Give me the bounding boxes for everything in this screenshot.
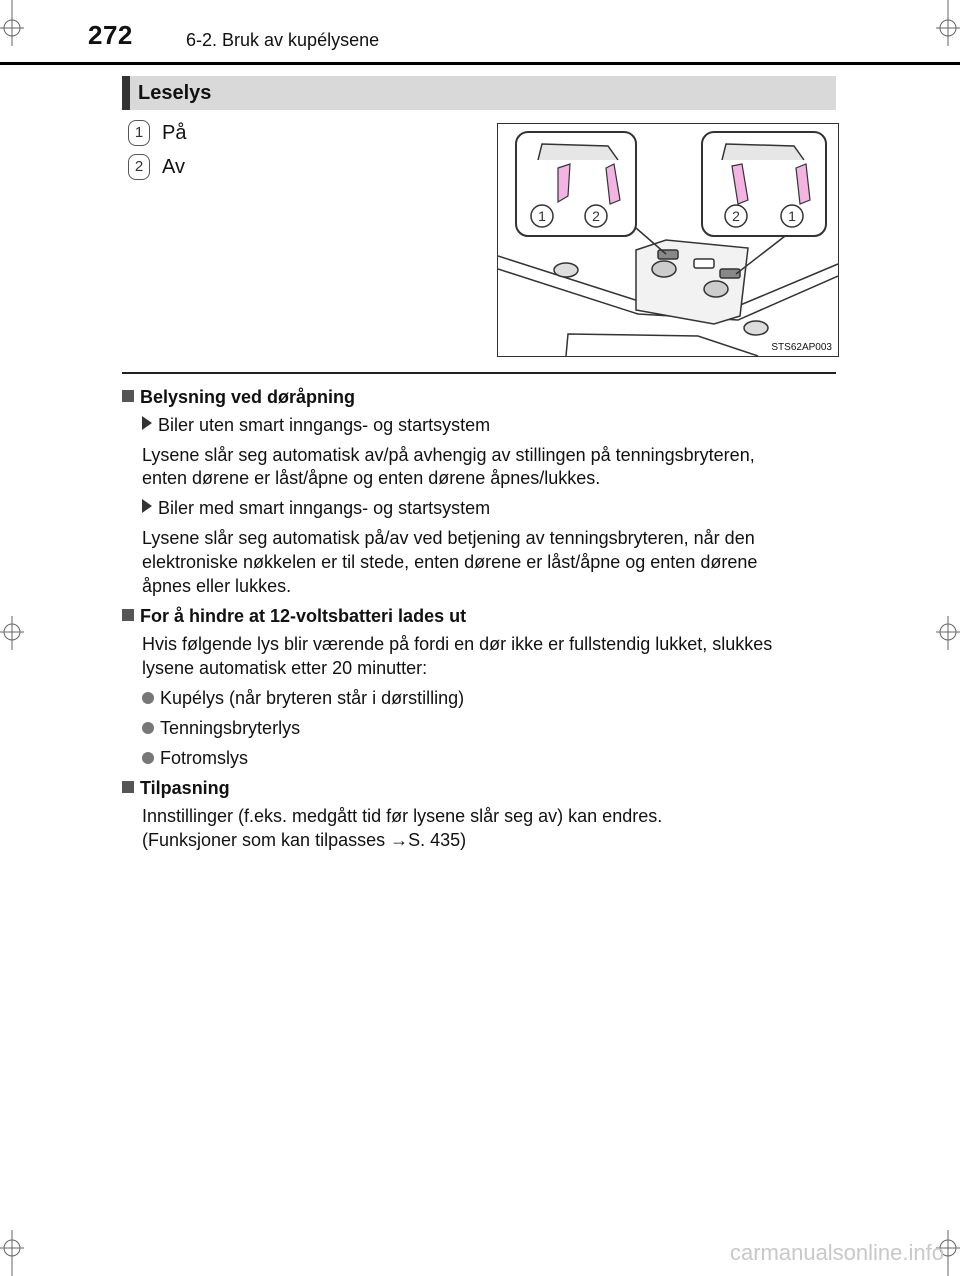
callout-number: 2 [592, 208, 600, 224]
paragraph-line: Lysene slår seg automatisk av/på avhengig av stillingen på tenningsbryteren, [142, 445, 755, 465]
triangle-bullet-icon [142, 499, 152, 513]
header-divider [0, 62, 960, 65]
section-title-bar [122, 76, 836, 110]
callout-number: 1 [538, 208, 546, 224]
list-item: Tenningsbryterlys [142, 716, 300, 740]
paragraph-line: Hvis følgende lys blir værende på fordi en dør ikke er fullstendig lukket, slukkes [142, 634, 773, 654]
paragraph-line: åpnes eller lukkes. [142, 576, 292, 596]
section-title: Leselys [138, 82, 212, 104]
section-divider [122, 372, 836, 374]
overhead-console-drawing [498, 124, 838, 356]
subheading-with-smart-key: Biler med smart inngangs- og startsystem [142, 496, 490, 520]
heading-door-lighting: Belysning ved døråpning [122, 385, 355, 409]
paragraph-line: Lysene slår seg automatisk på/av ved betjening av tenningsbryteren, når den [142, 528, 755, 548]
legend-label: Av [162, 155, 185, 178]
square-bullet-icon [122, 781, 134, 793]
subheading-without-smart-key: Biler uten smart inngangs- og startsystem [142, 413, 490, 437]
heading-battery: For å hindre at 12-voltsbatteri lades ut [122, 604, 466, 628]
circle-bullet-icon [142, 722, 154, 734]
square-bullet-icon [122, 390, 134, 402]
legend-item-on [128, 120, 186, 146]
callout-number: 1 [788, 208, 796, 224]
legend-label: På [162, 121, 187, 144]
reading-light-illustration [497, 123, 839, 357]
legend-item-off [128, 154, 185, 180]
paragraph-line: elektroniske nøkkelen er til stede, enten dørene er låst/åpne og enten dørene [142, 552, 758, 572]
circle-bullet-icon [142, 692, 154, 704]
page-reference[interactable]: (Funksjoner som kan tilpasses →S. 435) [142, 830, 467, 850]
legend-number: 1 [128, 120, 150, 146]
paragraph-line: Innstillinger (f.eks. medgått tid før lysene slår seg av) kan endres. [142, 806, 663, 826]
paragraph-line: enten dørene er låst/åpne og enten dørene åpnes/lukkes. [142, 468, 601, 488]
section-marker [122, 76, 130, 110]
list-item: Kupélys (når bryteren står i dørstilling) [142, 686, 464, 710]
callout-number: 2 [732, 208, 740, 224]
triangle-bullet-icon [142, 416, 152, 430]
paragraph-line: lysene automatisk etter 20 minutter: [142, 658, 428, 678]
figure-code: STS62AP003 [771, 342, 832, 353]
chapter-heading: 6-2. Bruk av kupélysene [186, 30, 380, 50]
page-number: 272 [88, 20, 133, 50]
watermark: carmanualsonline.info [729, 1240, 944, 1265]
legend-number: 2 [128, 154, 150, 180]
list-item: Fotromslys [142, 746, 248, 770]
square-bullet-icon [122, 609, 134, 621]
heading-customization: Tilpasning [122, 776, 230, 800]
circle-bullet-icon [142, 752, 154, 764]
